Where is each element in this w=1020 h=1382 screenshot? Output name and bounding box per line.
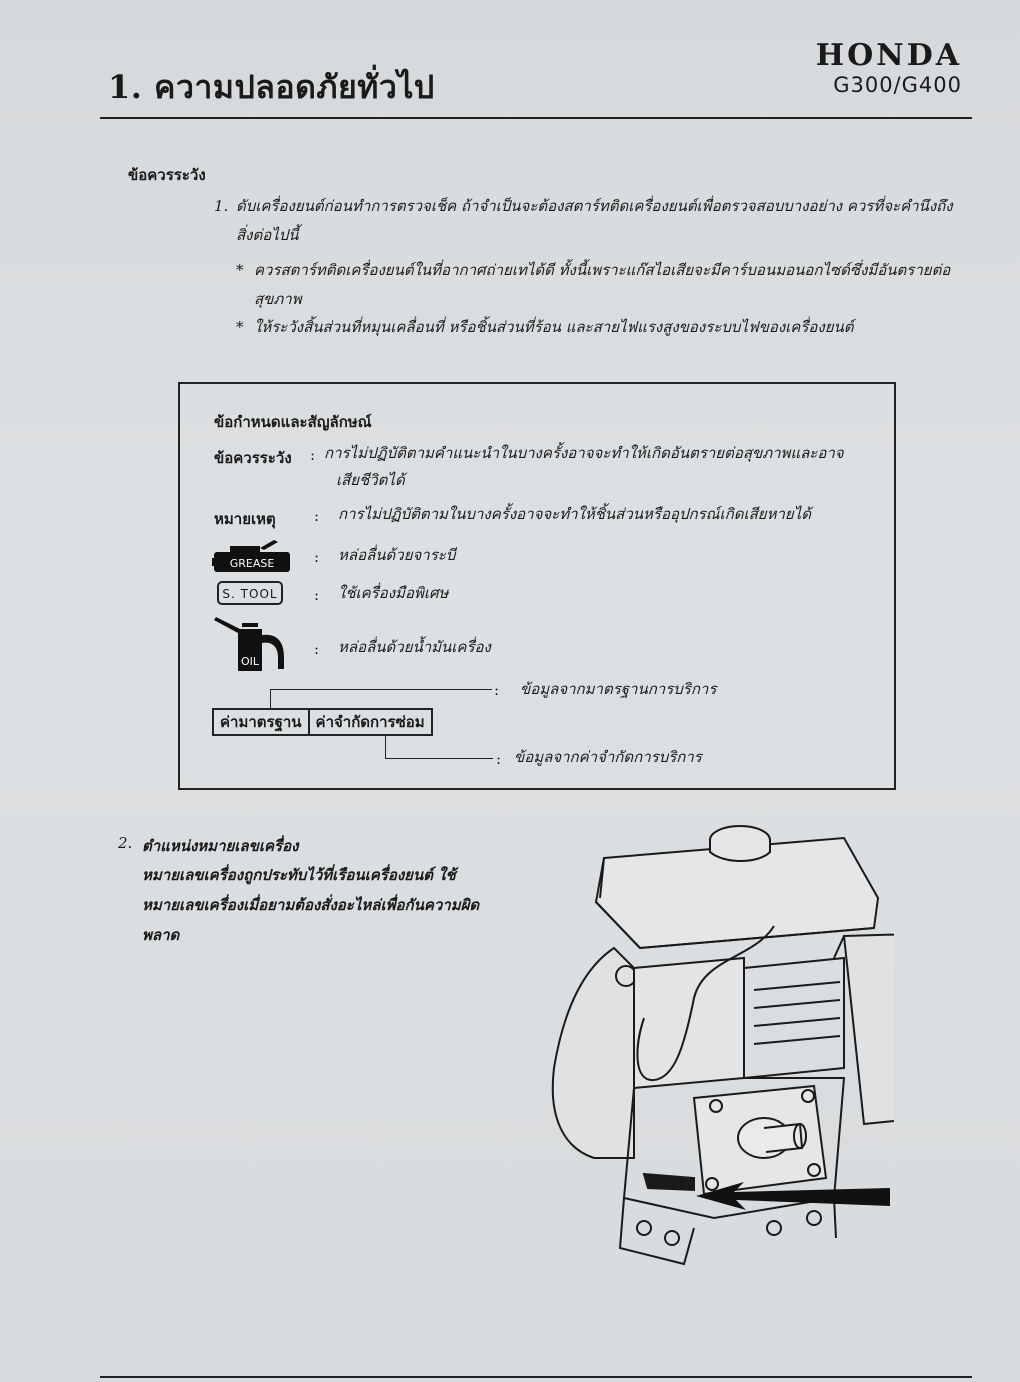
footer-rule <box>100 1376 972 1378</box>
colon: : <box>494 681 500 699</box>
bullet-star-icon: * <box>236 318 244 336</box>
engine-illustration <box>544 818 894 1278</box>
page-title: 1. ความปลอดภัยทั่วไป <box>108 68 435 106</box>
service-limit-cell: ค่าจำกัดการซ่อม <box>315 713 425 731</box>
colon: : <box>314 548 320 566</box>
standard-leader-line <box>270 689 492 690</box>
limit-note: ข้อมูลจากค่าจำกัดการบริการ <box>514 748 702 766</box>
standard-value-cell: ค่ามาตรฐาน <box>214 710 310 734</box>
header-rule <box>100 117 972 119</box>
model-number: G300/G400 <box>833 73 962 97</box>
standard-limit-table <box>212 708 433 736</box>
grease-description: หล่อลื่นด้วยจาระบี <box>338 546 456 564</box>
caution-description <box>324 440 874 494</box>
bullet-text: ให้ระวังสิ้นส่วนที่หมุนเคลื่อนที่ หรือชิ้นส่วนที่ร้อน และสายไฟแรงสูงของระบบไฟของเครื่องยนต์ <box>254 318 854 336</box>
special-tool-icon: S. TOOL <box>217 581 283 605</box>
serial-number-heading: ตำแหน่งหมายเลขเครื่อง <box>142 837 299 855</box>
oil-description: หล่อลื่นด้วยน้ำมันเครื่อง <box>338 638 491 656</box>
limit-leader-line <box>385 736 386 758</box>
colon: : <box>314 640 320 658</box>
brand-block <box>816 38 962 97</box>
bullet-star-icon: * <box>236 261 244 279</box>
standard-leader-line <box>270 689 271 708</box>
bullet-text: ควรสตาร์ทติดเครื่องยนต์ในที่อากาศถ่ายเทได้ดี ทั้งนี้เพราะแก๊สไอเสียจะมีคาร์บอนมอนอกไซด์ซึ่งมีอันตรายต่อสุขภาพ <box>254 261 951 308</box>
grease-icon-text: GREASE <box>229 557 275 570</box>
caution-description-line-2: เสียชีวิตได้ <box>336 471 405 489</box>
caution-bullet-2 <box>236 313 954 342</box>
oil-icon-text: OIL <box>240 655 260 668</box>
oil-can-icon <box>212 613 294 675</box>
caution-item-1 <box>214 192 954 250</box>
item-number: 1. <box>214 197 229 215</box>
grease-gun-icon <box>212 538 292 574</box>
caution-bullet-1 <box>236 256 954 314</box>
legend-title: ข้อกำหนดและสัญลักษณ์ <box>214 413 372 431</box>
colon: : <box>310 446 316 464</box>
item-text: ดับเครื่องยนต์ก่อนทำการตรวจเช็ค ถ้าจำเป็นจะต้องสตาร์ทติดเครื่องยนต์เพื่อตรวจสอบบางอย่าง ควรที่จะคำนึงถึงสิ่งต่อไปนี้ <box>236 197 953 244</box>
limit-leader-line <box>385 758 493 759</box>
serial-number-text: หมายเลขเครื่องถูกประทับไว้ที่เรือนเครื่องยนต์ ใช้หมายเลขเครื่องเมื่อยามต้องสั่งอะไหล่เพื่อกันความผิดพลาด <box>142 866 480 944</box>
honda-logo: HONDA <box>815 38 962 73</box>
colon: : <box>496 750 502 768</box>
caution-description-line-1: การไม่ปฏิบัติตามคำแนะนำในบางครั้งอาจจะทำให้เกิดอันตรายต่อสุขภาพและอาจ <box>324 444 844 462</box>
note-label: หมายเหตุ <box>214 510 276 528</box>
caution-label: ข้อควรระวัง <box>214 449 292 467</box>
colon: : <box>314 507 320 525</box>
cautions-heading: ข้อควรระวัง <box>128 166 206 184</box>
note-description: การไม่ปฏิบัติตามในบางครั้งอาจจะทำให้ชิ้นส่วนหรืออุปกรณ์เกิดเสียหายได้ <box>338 505 811 523</box>
colon: : <box>314 586 320 604</box>
special-tool-description: ใช้เครื่องมือพิเศษ <box>338 584 449 602</box>
item-number: 2. <box>118 834 133 852</box>
standard-note: ข้อมูลจากมาตรฐานการบริการ <box>520 680 717 698</box>
